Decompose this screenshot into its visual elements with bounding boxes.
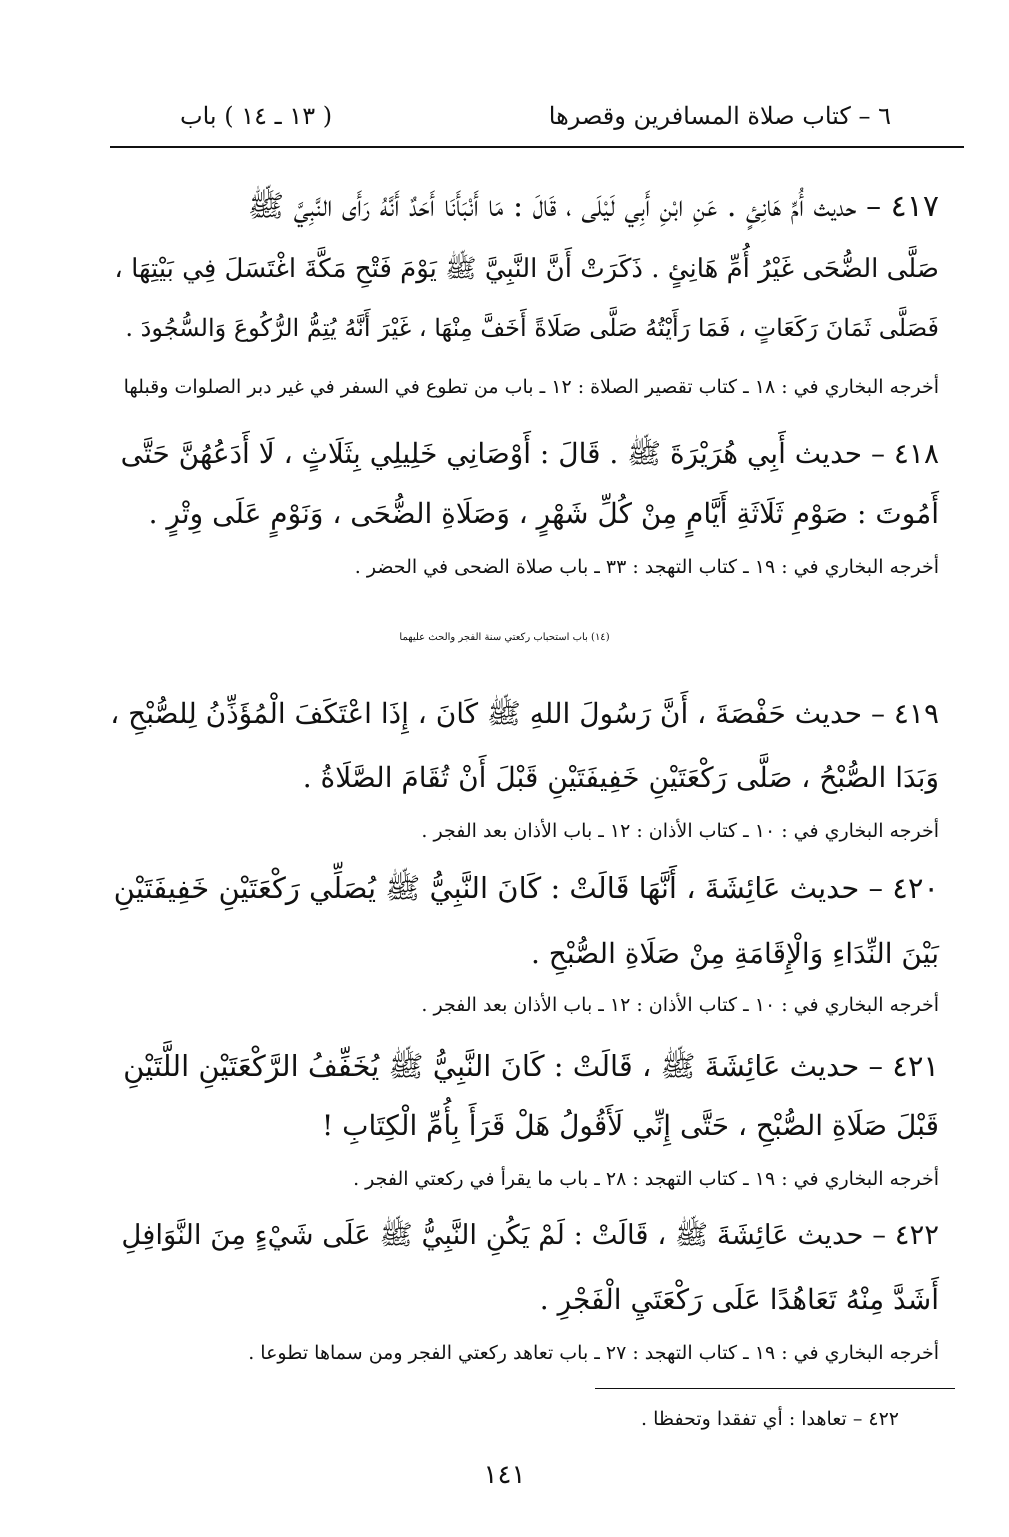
hadith-417-line-1: ٤١٧ – حديث أُمِّ هَانِئٍ . عَنِ ابْنِ أَبِي لَيْلَى ، قَالَ : مَا أَنْبَأَنَا أَحَدٌ أَنَّهُ رَأَى النَّبِيَّ ﷺ [247, 189, 939, 224]
hadith-422-line-1: ٤٢٢ – حديث عَائِشَةَ ﷺ ، قَالَتْ : لَمْ يَكُنِ النَّبِيُّ ﷺ عَلَى شَيْءٍ مِنَ النَّوَافِلِ [121, 1219, 939, 1251]
hadith-421-line-1: ٤٢١ – حديث عَائِشَةَ ﷺ ، قَالَتْ : كَانَ النَّبِيُّ ﷺ يُخَفِّفُ الرَّكْعَتَيْنِ اللَّتَيْنِ [123, 1049, 939, 1083]
hadith-422-line-2: أَشَدَّ مِنْهُ تَعَاهُدًا عَلَى رَكْعَتَيِ الْفَجْرِ . [539, 1283, 939, 1316]
section-range: ( ١٣ ـ ١٤ ) باب [180, 102, 333, 130]
hadith-421-source: أخرجه البخاري في : ١٩ ـ كتاب التهجد : ٢٨ ـ باب ما يقرأ في ركعتي الفجر . [353, 1168, 939, 1190]
header-rule [110, 146, 964, 148]
hadith-417-source: أخرجه البخاري في : ١٨ ـ كتاب تقصير الصلاة : ١٢ ـ باب من تطوع في السفر في غير دبر الصلوات وقبلها [123, 376, 939, 398]
hadith-417-line-2: صَلَّى الضُّحَى غَيْرُ أُمِّ هَانِئٍ . ذَكَرَتْ أَنَّ النَّبِيَّ ﷺ يَوْمَ فَتْحِ مَكَّةَ اغْتَسَلَ فِي بَيْتِهَا ، [114, 254, 939, 284]
hadith-420-line-1: ٤٢٠ – حديث عَائِشَةَ ، أَنَّهَا قَالَتْ : كَانَ النَّبِيُّ ﷺ يُصَلِّي رَكْعَتَيْنِ خَفِيفَتَيْنِ [113, 871, 939, 905]
hadith-420-source: أخرجه البخاري في : ١٠ ـ كتاب الأذان : ١٢ ـ باب الأذان بعد الفجر . [421, 994, 939, 1016]
section-heading-14: (١٤) باب استحباب ركعتي سنة الفجر والحث عليهما [399, 632, 610, 643]
hadith-419-line-1: ٤١٩ – حديث حَفْصَةَ ، أَنَّ رَسُولَ اللهِ ﷺ كَانَ ، إِذَا اعْتَكَفَ الْمُؤَذِّنُ لِلصُّبْحِ ، [110, 697, 939, 730]
hadith-419-line-2: وَبَدَا الصُّبْحُ ، صَلَّى رَكْعَتَيْنِ خَفِيفَتَيْنِ قَبْلَ أَنْ تُقَامَ الصَّلَاةُ . [302, 761, 939, 794]
page-number: ١٤١ [483, 1460, 526, 1490]
hadith-418-line-2: أَمُوتَ : صَوْمِ ثَلَاثَةِ أَيَّامٍ مِنْ كُلِّ شَهْرٍ ، وَصَلَاةِ الضُّحَى ، وَنَوْمٍ عَلَى وِتْرٍ . [148, 497, 939, 530]
hadith-418-line-1: ٤١٨ – حديث أَبِي هُرَيْرَةَ ﷺ . قَالَ : أَوْصَانِي خَلِيلِي بِثَلَاثٍ ، لَا أَدَعُهُنَّ حَتَّى [120, 437, 939, 470]
hadith-422-source: أخرجه البخاري في : ١٩ ـ كتاب التهجد : ٢٧ ـ باب تعاهد ركعتي الفجر ومن سماها تطوعا . [248, 1342, 939, 1364]
hadith-418-source: أخرجه البخاري في : ١٩ ـ كتاب التهجد : ٣٣ ـ باب صلاة الضحى في الحضر . [354, 556, 939, 578]
hadith-417-line-3: فَصَلَّى ثَمَانَ رَكَعَاتٍ ، فَمَا رَأَيْتُهُ صَلَّى صَلَاةً أَخَفَّ مِنْهَا ، غَيْرَ أَنَّهُ يُتِمُّ الرُّكُوعَ وَالسُّجُودَ . [125, 314, 939, 342]
footnote: ٤٢٢ – تعاهدا : أي تفقدا وتحفظا . [641, 1408, 899, 1430]
chapter-title: ٦ – كتاب صلاة المسافرين وقصرها [548, 102, 891, 130]
footnote-rule [595, 1388, 955, 1389]
hadith-419-source: أخرجه البخاري في : ١٠ ـ كتاب الأذان : ١٢ ـ باب الأذان بعد الفجر . [421, 820, 939, 842]
running-header [0, 102, 1009, 132]
hadith-421-line-2: قَبْلَ صَلَاةِ الصُّبْحِ ، حَتَّى إِنِّي لَأَقُولُ هَلْ قَرَأَ بِأُمِّ الْكِتَابِ ! [321, 1109, 939, 1142]
hadith-420-line-2: بَيْنَ النِّدَاءِ وَالْإِقَامَةِ مِنْ صَلَاةِ الصُّبْحِ . [530, 937, 939, 970]
